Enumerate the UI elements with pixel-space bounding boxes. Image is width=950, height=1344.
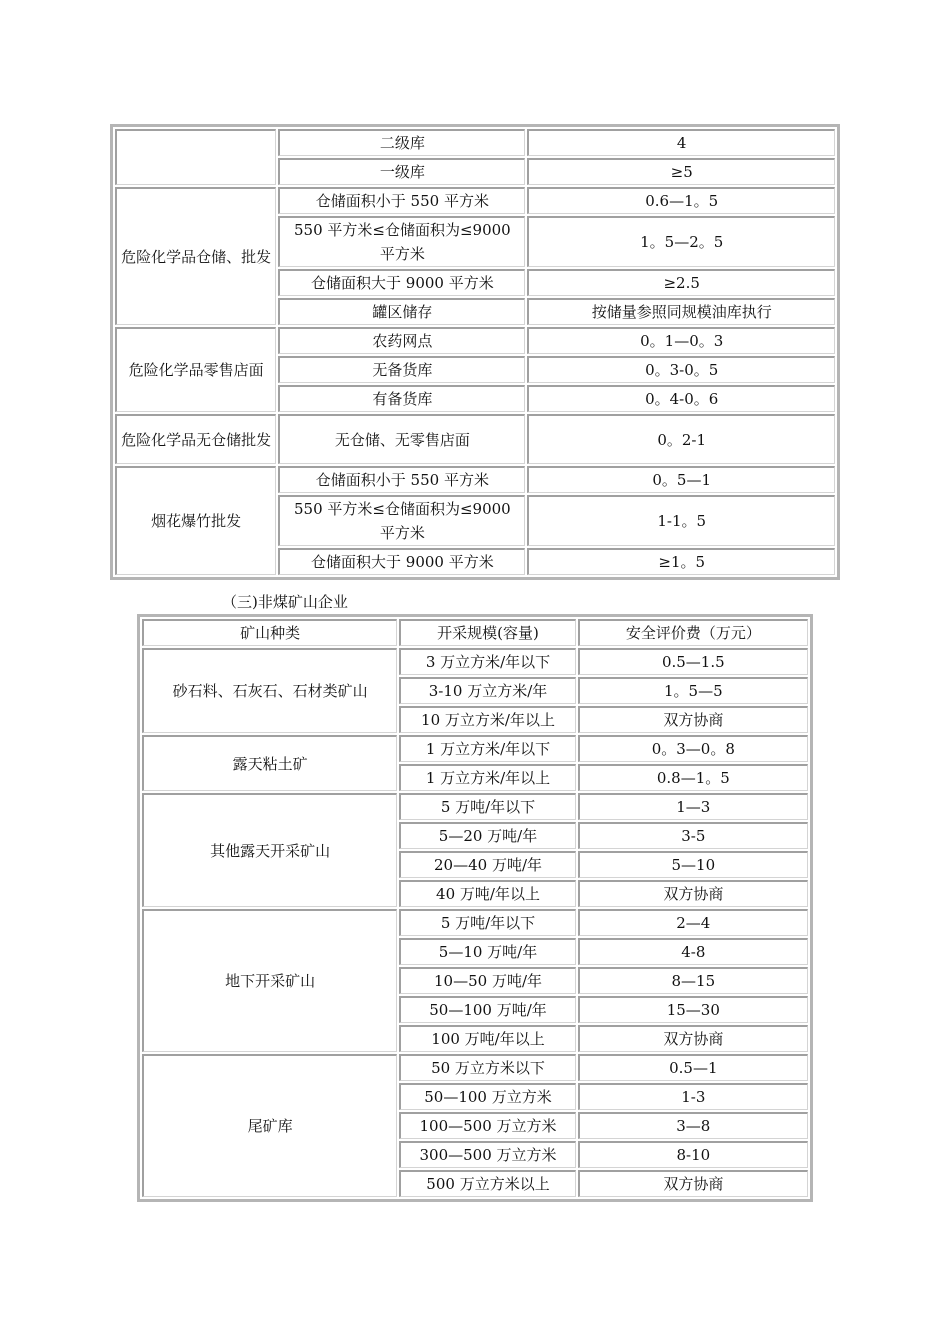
category-cell: 其他露天开采矿山 <box>142 793 397 907</box>
scale-cell: 仓储面积小于 550 平方米 <box>278 187 525 214</box>
scale-cell: 一级库 <box>278 158 525 185</box>
scale-cell: 1 万立方米/年以下 <box>399 735 575 762</box>
table-header-row <box>142 619 808 646</box>
table-row <box>115 327 835 354</box>
category-cell: 砂石料、石灰石、石材类矿山 <box>142 648 397 733</box>
scale-cell: 农药网点 <box>278 327 525 354</box>
fee-cell: 双方协商 <box>578 880 808 907</box>
scale-cell: 1 万立方米/年以上 <box>399 764 575 791</box>
category-cell: 烟花爆竹批发 <box>115 466 276 575</box>
fee-cell: 0.5—1.5 <box>578 648 808 675</box>
category-cell: 危险化学品无仓储批发 <box>115 414 276 464</box>
scale-cell: 3-10 万立方米/年 <box>399 677 575 704</box>
scale-cell: 5—20 万吨/年 <box>399 822 575 849</box>
table-row <box>142 909 808 936</box>
fee-cell: 按储量参照同规模油库执行 <box>527 298 835 325</box>
fee-cell: 4-8 <box>578 938 808 965</box>
category-cell: 尾矿库 <box>142 1054 397 1197</box>
scale-cell: 5 万吨/年以下 <box>399 909 575 936</box>
scale-cell: 10—50 万吨/年 <box>399 967 575 994</box>
fee-cell: 双方协商 <box>578 1025 808 1052</box>
fee-cell: 双方协商 <box>578 706 808 733</box>
table-row <box>142 648 808 675</box>
scale-cell: 二级库 <box>278 129 525 156</box>
category-cell: 露天粘土矿 <box>142 735 397 791</box>
fee-cell: 1。5—5 <box>578 677 808 704</box>
scale-cell: 500 万立方米以上 <box>399 1170 575 1197</box>
scale-cell: 50—100 万立方米 <box>399 1083 575 1110</box>
fee-cell: 0。1—0。3 <box>527 327 835 354</box>
category-cell: 危险化学品仓储、批发 <box>115 187 276 325</box>
table-row <box>115 466 835 493</box>
fee-cell: 双方协商 <box>578 1170 808 1197</box>
scale-cell: 仓储面积大于 9000 平方米 <box>278 548 525 575</box>
fee-cell: 0。2-1 <box>527 414 835 464</box>
scale-cell: 20—40 万吨/年 <box>399 851 575 878</box>
fee-cell: 15—30 <box>578 996 808 1023</box>
table-row <box>142 1054 808 1081</box>
category-cell: 危险化学品零售店面 <box>115 327 276 412</box>
fee-cell: 4 <box>527 129 835 156</box>
scale-cell: 有备货库 <box>278 385 525 412</box>
scale-cell: 无仓储、无零售店面 <box>278 414 525 464</box>
fee-cell: 1。5—2。5 <box>527 216 835 267</box>
section-caption: （三)非煤矿山企业 <box>222 593 348 611</box>
fee-cell: 1-1。5 <box>527 495 835 546</box>
fee-cell: 8-10 <box>578 1141 808 1168</box>
scale-cell: 仓储面积大于 9000 平方米 <box>278 269 525 296</box>
table-row <box>115 129 835 156</box>
scale-cell: 10 万立方米/年以上 <box>399 706 575 733</box>
table-row <box>115 187 835 214</box>
category-cell: 地下开采矿山 <box>142 909 397 1052</box>
fee-cell: 8—15 <box>578 967 808 994</box>
fee-cell: 2—4 <box>578 909 808 936</box>
scale-cell: 50 万立方米以下 <box>399 1054 575 1081</box>
table-row <box>142 735 808 762</box>
non-coal-mine-fee-table <box>137 614 813 1202</box>
scale-cell: 40 万吨/年以上 <box>399 880 575 907</box>
fee-cell: 0。3-0。5 <box>527 356 835 383</box>
fee-cell: 0.6—1。5 <box>527 187 835 214</box>
scale-cell: 罐区储存 <box>278 298 525 325</box>
header-scale: 开采规模(容量) <box>399 619 575 646</box>
header-mine-type: 矿山种类 <box>142 619 397 646</box>
scale-cell: 5—10 万吨/年 <box>399 938 575 965</box>
fee-cell: 3—8 <box>578 1112 808 1139</box>
scale-cell: 100—500 万立方米 <box>399 1112 575 1139</box>
scale-cell: 100 万吨/年以上 <box>399 1025 575 1052</box>
fee-cell: 0。5—1 <box>527 466 835 493</box>
hazardous-chemicals-fee-table <box>110 124 840 580</box>
fee-cell: 1—3 <box>578 793 808 820</box>
fee-cell: ≥5 <box>527 158 835 185</box>
fee-cell: 3-5 <box>578 822 808 849</box>
scale-cell: 无备货库 <box>278 356 525 383</box>
category-cell <box>115 129 276 185</box>
fee-cell: 1-3 <box>578 1083 808 1110</box>
fee-cell: 0。4-0。6 <box>527 385 835 412</box>
scale-cell: 50—100 万吨/年 <box>399 996 575 1023</box>
scale-cell: 3 万立方米/年以下 <box>399 648 575 675</box>
fee-cell: ≥1。5 <box>527 548 835 575</box>
scale-cell: 300—500 万立方米 <box>399 1141 575 1168</box>
table-row <box>142 793 808 820</box>
scale-cell: 550 平方米≤仓储面积为≤9000 平方米 <box>278 495 525 546</box>
fee-cell: 0.8—1。5 <box>578 764 808 791</box>
header-fee: 安全评价费（万元） <box>578 619 808 646</box>
scale-cell: 5 万吨/年以下 <box>399 793 575 820</box>
scale-cell: 仓储面积小于 550 平方米 <box>278 466 525 493</box>
fee-cell: ≥2.5 <box>527 269 835 296</box>
scale-cell: 550 平方米≤仓储面积为≤9000 平方米 <box>278 216 525 267</box>
fee-cell: 0.5—1 <box>578 1054 808 1081</box>
fee-cell: 5—10 <box>578 851 808 878</box>
fee-cell: 0。3—0。8 <box>578 735 808 762</box>
table-row <box>115 414 835 464</box>
